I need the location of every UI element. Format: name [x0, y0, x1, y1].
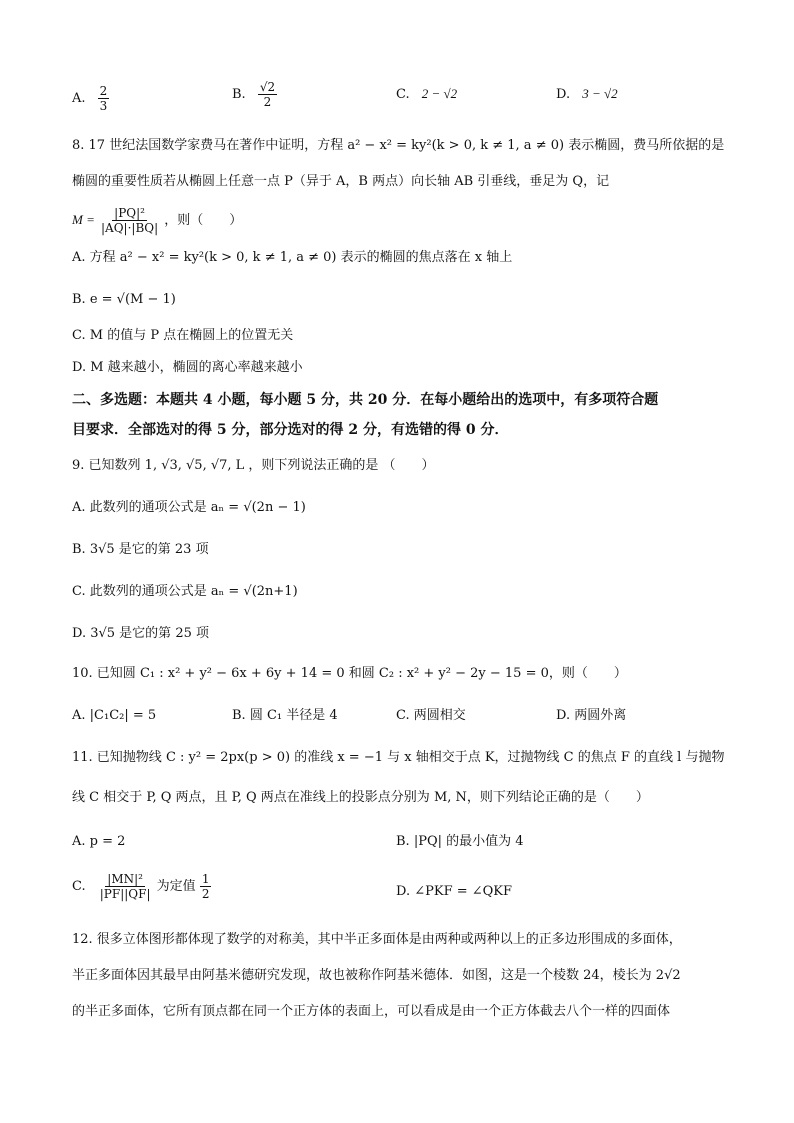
q12-stem-line-2: 半正多面体因其最早由阿基米德研究发现，故也被称作阿基米德体．如图，这是一个棱数 24，棱长为 2√2 — [72, 968, 681, 983]
q11-option-c — [72, 872, 211, 901]
q11-stem-line-2: 线 C 相交于 P, Q 两点，且 P, Q 两点在准线上的投影点分别为 M, N，则下列结论正确的是（ ） — [72, 790, 649, 805]
q11-option-c-label: C. — [72, 879, 86, 894]
q7-option-d-value: 3 − √2 — [582, 86, 618, 101]
q9-option-a: A. 此数列的通项公式是 aₙ = √(2n − 1) — [72, 500, 306, 515]
q7-option-c-label: C. — [396, 87, 410, 102]
q7-option-a-numerator: 2 — [99, 84, 108, 98]
q7-option-a-denominator: 3 — [99, 99, 108, 113]
q9-stem: 9. 已知数列 1, √3, √5, √7, L ，则下列说法正确的是 （ ） — [72, 458, 435, 473]
q11-option-b: B. |PQ| 的最小值为 4 — [396, 834, 524, 849]
q11-option-c-value-denominator: 2 — [201, 887, 210, 901]
q11-option-c-value — [200, 872, 212, 901]
q9-option-b: B. 3√5 是它的第 23 项 — [72, 542, 209, 557]
q7-option-b-fraction — [258, 80, 277, 109]
q10-option-a: A. |C₁C₂| = 5 — [72, 708, 157, 723]
q8-option-a: A. 方程 a² − x² = ky²(k > 0, k ≠ 1, a ≠ 0) 表示的椭圆的焦点落在 x 轴上 — [72, 250, 513, 265]
q10-option-d: D. 两圆外离 — [556, 708, 627, 723]
q7-option-b — [232, 80, 277, 109]
q11-option-d: D. ∠PKF = ∠QKF — [396, 884, 513, 899]
q8-option-b: B. e = √(M − 1) — [72, 292, 176, 307]
q9-option-d: D. 3√5 是它的第 25 项 — [72, 626, 209, 641]
q7-option-a-fraction — [98, 84, 110, 113]
section-2-heading-line-1: 二、多选题：本题共 4 小题，每小题 5 分，共 20 分．在每小题给出的选项中，有多项符合题 — [72, 392, 659, 408]
q12-stem-line-3: 的半正多面体，它所有顶点都在同一个正方体的表面上，可以看成是由一个正方体截去八个一样的四面体 — [72, 1004, 671, 1019]
q10-stem: 10. 已知圆 C₁ : x² + y² − 6x + 6y + 14 = 0 和圆 C₂ : x² + y² − 2y − 15 = 0，则（ ） — [72, 666, 627, 681]
q7-option-d — [556, 84, 618, 105]
q8-m-denominator: |AQ|·|BQ| — [101, 221, 159, 235]
q10-option-b: B. 圆 C₁ 半径是 4 — [232, 708, 338, 723]
q7-option-b-numerator: √2 — [259, 80, 276, 94]
q9-option-c: C. 此数列的通项公式是 aₙ = √(2n+1) — [72, 584, 298, 599]
q8-stem-line-3 — [72, 206, 242, 235]
q11-option-a: A. p = 2 — [72, 834, 126, 849]
q8-m-prefix: M = — [72, 212, 95, 227]
q7-option-c — [396, 84, 457, 105]
q12-stem-line-1: 12. 很多立体图形都体现了数学的对称美，其中半正多面体是由两种或两种以上的正多边形围成的多面体， — [72, 932, 682, 947]
q8-m-numerator: |PQ|² — [114, 206, 145, 220]
q11-option-c-numerator: |MN|² — [107, 872, 143, 886]
section-2-heading-line-2: 目要求．全部选对的得 5 分，部分选对的得 2 分，有选错的得 0 分． — [72, 422, 509, 438]
q8-option-d: D. M 越来越小，椭圆的离心率越来越小 — [72, 360, 303, 375]
q7-option-d-label: D. — [556, 87, 571, 102]
q8-stem-suffix: ，则（ ） — [164, 213, 243, 228]
q7-option-a-label: A. — [72, 91, 86, 106]
q7-option-b-denominator: 2 — [263, 95, 272, 109]
q11-option-c-suffix: 为定值 — [156, 879, 196, 894]
q10-option-c: C. 两圆相交 — [396, 708, 466, 723]
q11-option-c-fraction — [98, 872, 153, 901]
q7-option-b-label: B. — [232, 87, 246, 102]
q11-option-c-value-numerator: 1 — [201, 872, 210, 886]
q8-stem-line-2: 椭圆的重要性质若从椭圆上任意一点 P（异于 A，B 两点）向长轴 AB 引垂线，垂足为 Q，记 — [72, 174, 610, 189]
q7-option-a — [72, 84, 109, 113]
q11-stem-line-1: 11. 已知抛物线 C : y² = 2px(p > 0) 的准线 x = −1 与 x 轴相交于点 K，过抛物线 C 的焦点 F 的直线 l 与抛物 — [72, 750, 725, 765]
q11-option-c-denominator: |PF||QF| — [99, 887, 151, 901]
q7-option-c-value: 2 − √2 — [421, 86, 458, 101]
q8-option-c: C. M 的值与 P 点在椭圆上的位置无关 — [72, 328, 294, 343]
q8-stem-line-1: 8. 17 世纪法国数学家费马在著作中证明，方程 a² − x² = ky²(k > 0, k ≠ 1, a ≠ 0) 表示椭圆，费马所依据的是 — [72, 138, 725, 153]
q8-m-fraction — [99, 206, 160, 235]
